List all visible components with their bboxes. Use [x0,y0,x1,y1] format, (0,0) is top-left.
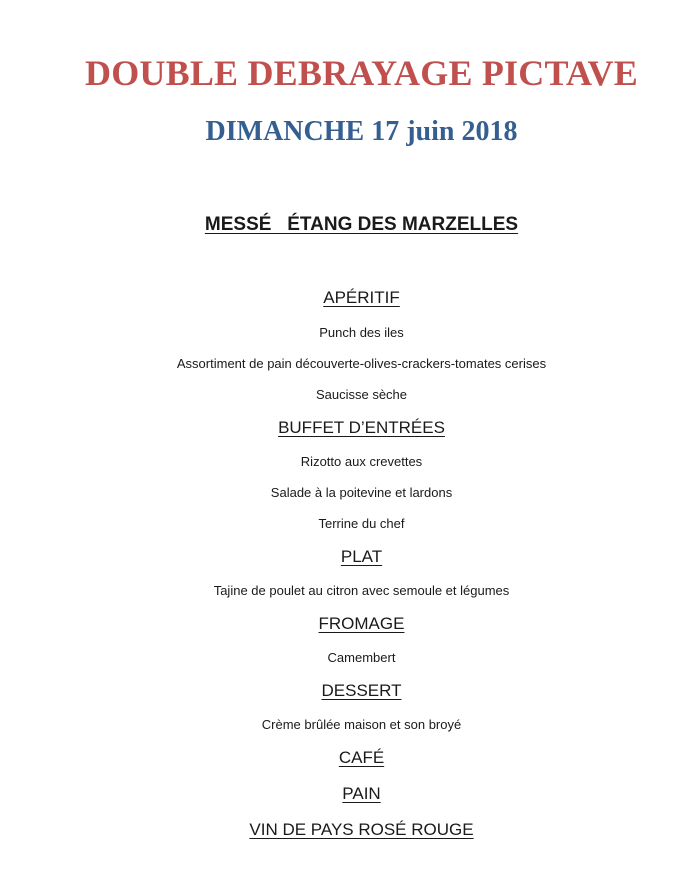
fromage-item: Camembert [327,650,396,665]
section-aperitif-heading: APÉRITIF [323,288,400,307]
entrees-item: Terrine du chef [318,516,405,531]
aperitif-item: Saucisse sèche [315,387,408,402]
section-plat-heading: PLAT [340,547,383,566]
event-venue: MESSÉ ÉTANG DES MARZELLES [204,214,519,235]
section-dessert-heading: DESSERT [321,681,402,700]
event-title: DOUBLE DEBRAYAGE PICTAVE [85,53,638,93]
section-entrees-heading: BUFFET D’ENTRÉES [278,418,445,437]
entrees-item: Salade à la poitevine et lardons [270,485,453,500]
entrees-item: Rizotto aux crevettes [300,454,423,469]
aperitif-item: Punch des iles [319,325,404,340]
event-date: DIMANCHE 17 juin 2018 [205,116,518,147]
section-cafe-heading: CAFÉ [338,748,385,767]
section-vin-heading: VIN DE PAYS ROSÉ ROUGE [249,820,474,839]
section-fromage-heading: FROMAGE [318,614,405,633]
plat-item: Tajine de poulet au citron avec semoule et légumes [213,583,510,598]
aperitif-item: Assortiment de pain découverte-olives-crackers-tomates cerises [176,356,547,371]
section-pain-heading: PAIN [342,784,381,803]
dessert-item: Crème brûlée maison et son broyé [261,717,462,732]
